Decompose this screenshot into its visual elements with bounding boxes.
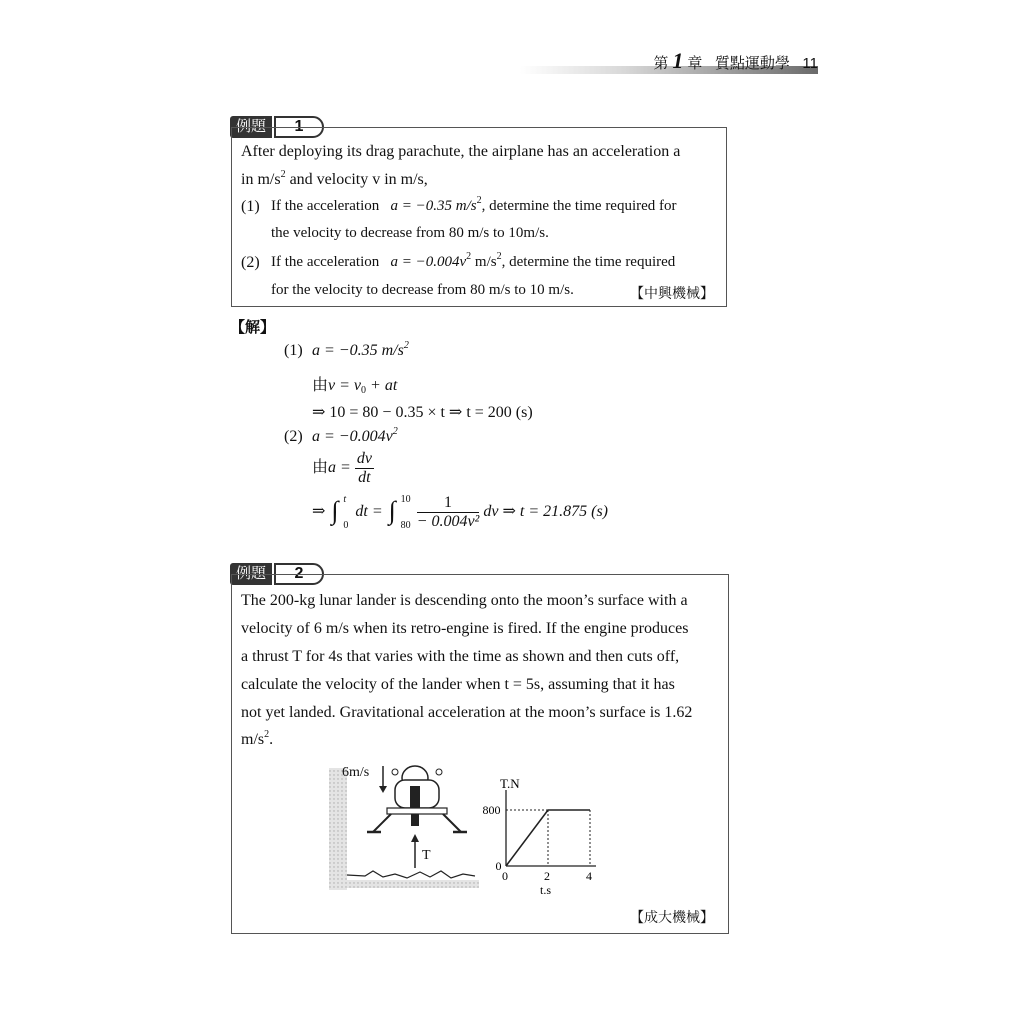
lander-leg-left	[373, 814, 391, 832]
ex2-line2: velocity of 6 m/s when its retro-engine is fired. If the engine produces	[241, 620, 689, 637]
lander-antenna-left	[392, 769, 398, 775]
x-tick-label: 4	[586, 869, 592, 883]
ex1-q2-text: If the acceleration $a = -0.004v^2$ $m/s^2$, determine the time required	[271, 251, 676, 270]
chapter-number: 1	[672, 48, 684, 73]
velocity-label: 6m/s	[342, 765, 370, 780]
ex1-line2: in $m/s^2$ and velocity v in m/s,	[241, 169, 428, 188]
example-2-number: 2	[274, 563, 324, 585]
ex2-line6: $m/s^2$.	[241, 729, 274, 748]
chapter-prefix: 第	[653, 55, 669, 72]
lander-core	[410, 786, 420, 810]
thrust-chart	[470, 770, 610, 900]
ex1-q1-text: If the acceleration a = −0.35 $m/s^2$, determine the time required for	[271, 195, 677, 214]
sol-1-line3: ⇒ 10 = 80 − 0.35 × t ⇒ t = 200 (s)	[312, 404, 533, 421]
x-axis-label: t.s	[540, 883, 552, 897]
lander-leg-right	[443, 814, 461, 832]
page-number: 11	[802, 55, 818, 72]
ex1-q1-cont: the velocity to decrease from 80 m/s to 10m/s.	[271, 225, 549, 241]
running-header	[653, 48, 818, 74]
sol-2-line2: 由a = $\frac{dv}{dt}$	[312, 450, 372, 486]
ex2-line5: not yet landed. Gravitational acceleration at the moon’s surface is 1.62	[241, 704, 693, 721]
x-tick-label: 2	[544, 869, 550, 883]
ex2-line3: a thrust T for 4s that varies with the time as shown and then cuts off,	[241, 648, 680, 665]
ground-hatch	[329, 880, 479, 888]
wall-hatch	[329, 768, 347, 890]
example-2-label: 例題	[230, 563, 272, 585]
lander-antenna-right	[436, 769, 442, 775]
sol-2-num: (2)	[284, 428, 303, 445]
solution-label: 【解】	[230, 319, 276, 336]
sol-2-line3: ⇒ ∫ t 0 dt = ∫ 10 80 $\frac{1}{\text{− 0.004v²}}$ dv ⇒ t = 21.875 (s)	[312, 493, 608, 531]
chapter-suffix: 章	[687, 55, 703, 72]
integral-1: ∫ t 0	[331, 493, 349, 531]
ex1-q2-num: (2)	[241, 254, 260, 271]
example-1-label: 例題	[230, 116, 272, 138]
lander-deck	[387, 808, 447, 814]
integral-2: ∫ 10 80	[388, 493, 411, 531]
example-1-number: 1	[274, 116, 324, 138]
ex2-line1: The 200-kg lunar lander is descending onto the moon’s surface with a	[241, 592, 688, 609]
thrust-arrowhead	[411, 834, 419, 842]
ex2-line4: calculate the velocity of the lander when t = 5s, assuming that it has	[241, 676, 675, 693]
ex2-source: 【成大機械】	[630, 909, 714, 925]
velocity-arrowhead	[379, 786, 387, 793]
ex1-line1: After deploying its drag parachute, the airplane has an acceleration a	[241, 143, 681, 160]
ex1-q1-num: (1)	[241, 198, 260, 215]
moon-surface-line	[347, 871, 475, 878]
sol-1-num: (1)	[284, 342, 303, 359]
ex1-source: 【中興機械】	[630, 285, 714, 301]
lander-nozzle	[411, 814, 419, 826]
ex1-q2-cont: for the velocity to decrease from 80 m/s to 10 m/s.	[271, 282, 574, 298]
y-tick-label: 0	[495, 859, 502, 873]
y-tick-label: 800	[482, 803, 501, 817]
x-tick-label: 0	[502, 869, 508, 883]
fraction-dv-dt: $\frac{dv}{dt}$	[356, 450, 372, 486]
fraction-integrand: $\frac{1}{\text{− 0.004v²}}$	[416, 494, 480, 530]
thrust-label: T	[422, 848, 431, 863]
chapter-title: 質點運動學	[714, 55, 790, 72]
sol-1-line2: 由$v = v_0$ + at	[312, 377, 398, 396]
y-axis-label: T.N	[500, 776, 520, 791]
sol-2-eq: $a = -0.004v^2$	[312, 426, 398, 445]
sol-1-eq: a = −0.35 $m/s^2$	[312, 340, 409, 359]
